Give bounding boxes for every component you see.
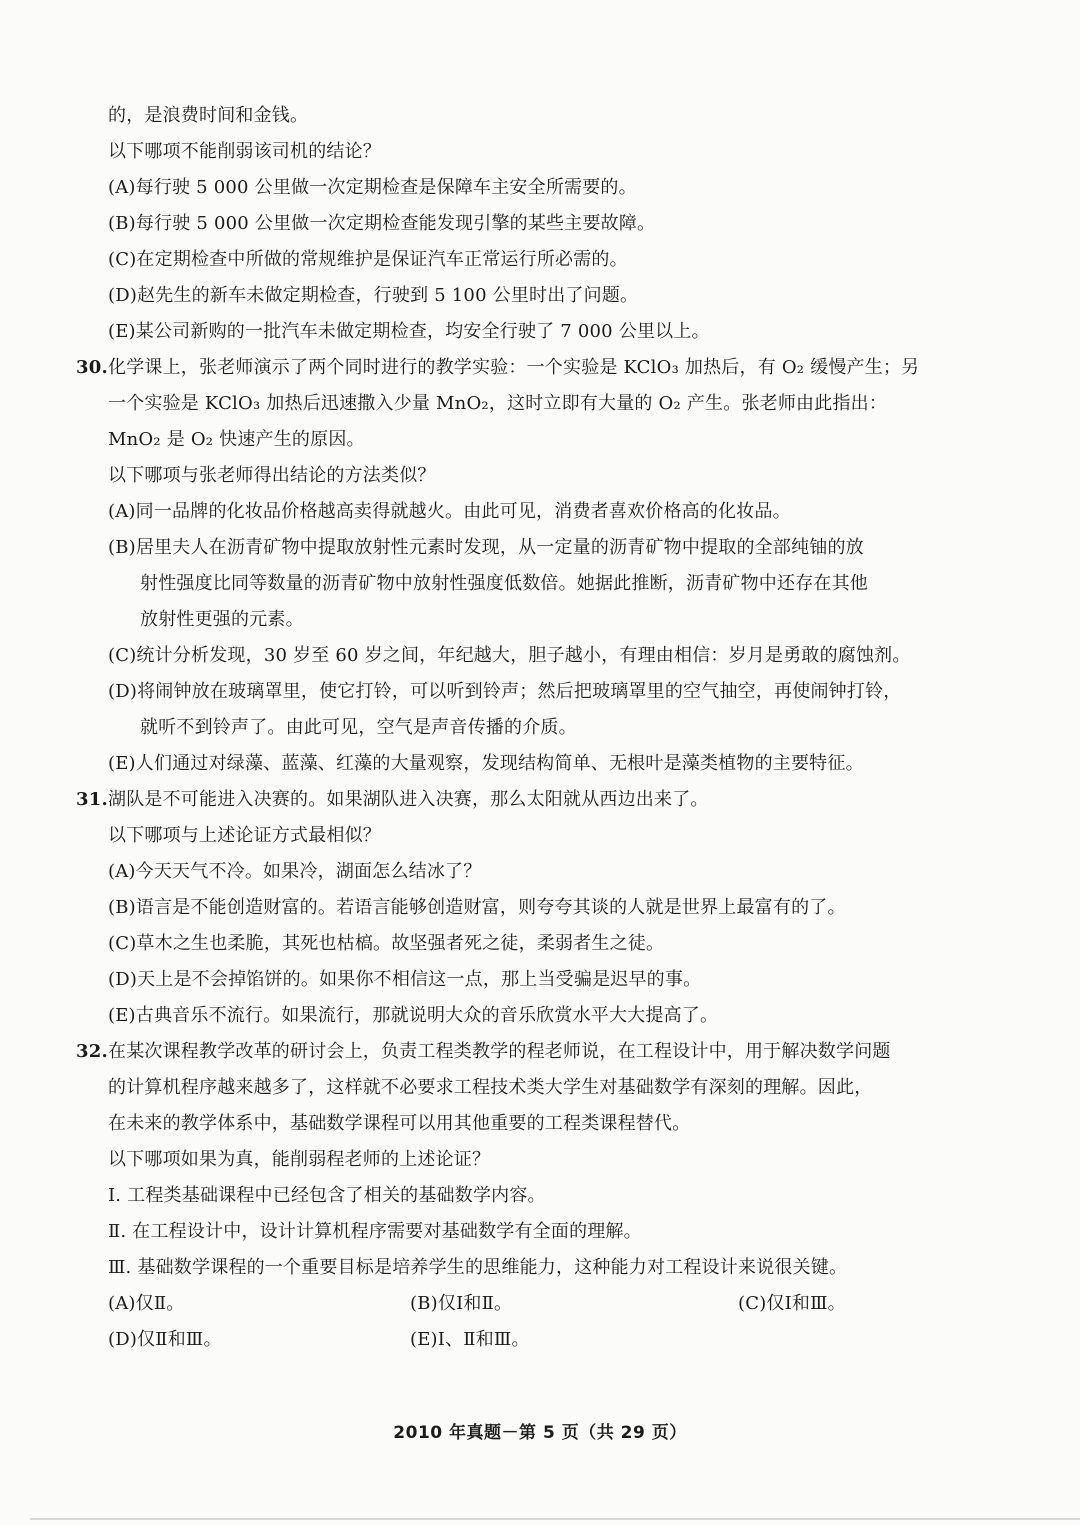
q29-stem-tail: 的，是浪费时间和金钱。 <box>108 105 309 126</box>
q30-number: 30. <box>76 357 108 378</box>
q31-option-c: (C)草木之生也柔脆，其死也枯槁。故坚强者死之徒，柔弱者生之徒。 <box>108 933 665 954</box>
q32-option-b: (B)仅Ⅰ和Ⅱ。 <box>410 1293 513 1314</box>
q30-option-e: (E)人们通过对绿藻、蓝藻、红藻的大量观察，发现结构简单、无根叶是藻类植物的主要特征。 <box>108 753 864 774</box>
scan-edge-divider <box>30 1518 1080 1520</box>
q30-option-d-line1: (D)将闹钟放在玻璃罩里，使它打铃，可以听到铃声；然后把玻璃罩里的空气抽空，再使闹钟打铃， <box>108 681 902 702</box>
q30-stem-line2: 一个实验是 KClO₃ 加热后迅速撒入少量 MnO₂，这时立即有大量的 O₂ 产生。张老师由此指出： <box>108 393 888 414</box>
q32-option-c: (C)仅Ⅰ和Ⅲ。 <box>738 1293 846 1314</box>
q29-option-e: (E)某公司新购的一批汽车未做定期检查，均安全行驶了 7 000 公里以上。 <box>108 321 710 342</box>
q32-stem-line2: 的计算机程序越来越多了，这样就不必要求工程技术类大学生对基础数学有深刻的理解。因此， <box>108 1077 873 1098</box>
q32-option-a: (A)仅Ⅱ。 <box>108 1293 185 1314</box>
q32-option-d: (D)仅Ⅱ和Ⅲ。 <box>108 1329 222 1350</box>
q31-stem: 湖队是不可能进入决赛的。如果湖队进入决赛，那么太阳就从西边出来了。 <box>108 789 709 810</box>
q32-statement-iii: Ⅲ. 基础数学课程的一个重要目标是培养学生的思维能力，这种能力对工程设计来说很关键。 <box>108 1257 848 1278</box>
q30-option-b-line2: 射性强度比同等数量的沥青矿物中放射性强度低数倍。她据此推断，沥青矿物中还存在其他 <box>140 573 868 594</box>
q30-question: 以下哪项与张老师得出结论的方法类似？ <box>108 465 436 486</box>
q32-number: 32. <box>76 1041 108 1062</box>
q30-option-b-line3: 放射性更强的元素。 <box>140 609 304 630</box>
q30-option-a: (A)同一品牌的化妆品价格越高卖得就越火。由此可见，消费者喜欢价格高的化妆品。 <box>108 501 791 522</box>
q29-option-d: (D)赵先生的新车未做定期检查，行驶到 5 100 公里时出了问题。 <box>108 285 639 306</box>
q32-statement-ii: Ⅱ. 在工程设计中，设计计算机程序需要对基础数学有全面的理解。 <box>108 1221 642 1242</box>
q30-option-d-line2: 就听不到铃声了。由此可见，空气是声音传播的介质。 <box>140 717 577 738</box>
q32-stem-line1: 在某次课程教学改革的研讨会上，负责工程类教学的程老师说，在工程设计中，用于解决数学问题 <box>108 1041 891 1062</box>
q32-stem-line3: 在未来的教学体系中，基础数学课程可以用其他重要的工程类课程替代。 <box>108 1113 691 1134</box>
q29-option-b: (B)每行驶 5 000 公里做一次定期检查能发现引擎的某些主要故障。 <box>108 213 656 234</box>
q30-stem-line3: MnO₂ 是 O₂ 快速产生的原因。 <box>108 429 365 450</box>
q29-option-a: (A)每行驶 5 000 公里做一次定期检查是保障车主安全所需要的。 <box>108 177 637 198</box>
q31-number: 31. <box>76 789 108 810</box>
q30-stem-line1: 化学课上，张老师演示了两个同时进行的教学实验：一个实验是 KClO₃ 加热后，有 O₂ 缓慢产生；另 <box>108 357 920 378</box>
q31-option-e: (E)古典音乐不流行。如果流行，那就说明大众的音乐欣赏水平大大提高了。 <box>108 1005 719 1026</box>
q32-statement-i: Ⅰ. 工程类基础课程中已经包含了相关的基础数学内容。 <box>108 1185 546 1206</box>
page-footer: 2010 年真题－第 5 页（共 29 页） <box>393 1423 687 1443</box>
q31-question: 以下哪项与上述论证方式最相似？ <box>108 825 381 846</box>
q29-question: 以下哪项不能削弱该司机的结论？ <box>108 141 381 162</box>
q31-option-b: (B)语言是不能创造财富的。若语言能够创造财富，则夸夸其谈的人就是世界上最富有的了。 <box>108 897 846 918</box>
q32-question: 以下哪项如果为真，能削弱程老师的上述论证？ <box>108 1149 491 1170</box>
q31-option-a: (A)今天天气不冷。如果冷，湖面怎么结冰了？ <box>108 861 482 882</box>
q29-option-c: (C)在定期检查中所做的常规维护是保证汽车正常运行所必需的。 <box>108 249 628 270</box>
q30-option-b-line1: (B)居里夫人在沥青矿物中提取放射性元素时发现，从一定量的沥青矿物中提取的全部纯铀的放 <box>108 537 864 558</box>
q30-option-c: (C)统计分析发现，30 岁至 60 岁之间，年纪越大，胆子越小，有理由相信：岁月是勇敢的腐蚀剂。 <box>108 645 911 666</box>
q31-option-d: (D)天上是不会掉馅饼的。如果你不相信这一点，那上当受骗是迟早的事。 <box>108 969 702 990</box>
q32-option-e: (E)Ⅰ、Ⅱ和Ⅲ。 <box>410 1329 530 1350</box>
